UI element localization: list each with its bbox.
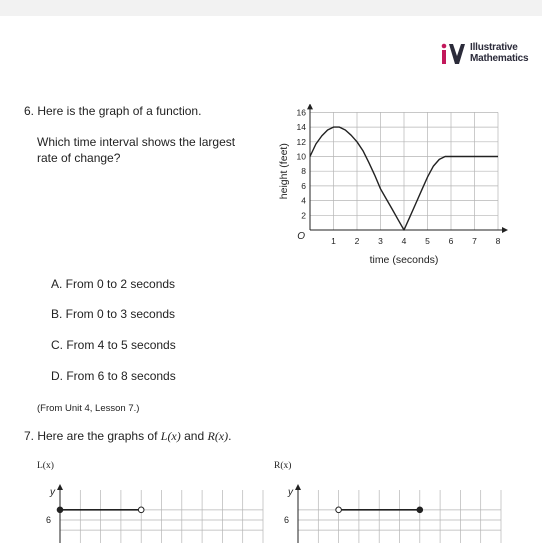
graph-r [278,482,508,543]
source-note: (From Unit 4, Lesson 7.) [37,403,140,414]
height-time-graph [270,104,515,269]
x-tick-label: 8 [495,236,501,246]
x-tick-label: 5 [425,236,430,246]
y-axis-label: y [288,487,293,498]
graph-r-label: R(x) [274,461,292,471]
function-l-name: L(x) [160,429,181,443]
y-tick-label: 2 [301,210,306,221]
y-axis-arrow [295,484,301,490]
y-tick-label: 6 [45,515,51,525]
function-r-name: R(x) [207,429,229,443]
question-6-heading: 6. Here is the graph of a function. [24,104,202,118]
graph-l-label: L(x) [37,461,54,471]
origin-label: O [297,231,305,242]
y-tick-label: 10 [296,151,306,162]
y-axis-arrow [57,484,63,490]
choice-c[interactable]: C. From 4 to 5 seconds [51,338,176,352]
y-axis-label: height (feet) [278,143,290,200]
y-tick-label: 8 [301,166,306,177]
x-tick-label: 2 [354,236,360,246]
logo-line-1: Illustrative [470,42,518,53]
choice-d[interactable]: D. From 6 to 8 seconds [51,369,176,383]
closed-endpoint [417,507,423,513]
x-tick-label: 4 [401,236,407,246]
im-logo-icon [440,42,466,66]
y-tick-label: 14 [296,122,306,133]
x-tick-label: 1 [331,236,336,246]
question-7-heading [24,428,231,444]
logo-text [470,43,528,64]
open-endpoint [138,507,144,513]
question-7-text: 7. Here are the graphs of [24,429,158,443]
x-axis-label: time (seconds) [369,254,439,266]
y-axis-label: y [50,487,55,498]
y-tick-label: 6 [283,515,289,525]
y-tick-label: 12 [296,136,306,147]
graph-l [40,482,270,543]
logo-line-2: Mathematics [470,52,529,64]
x-tick-label: 6 [448,236,454,246]
y-tick-label: 16 [296,107,306,118]
choice-a[interactable]: A. From 0 to 2 seconds [51,277,176,291]
y-tick-label: 4 [301,195,306,206]
question-6-prompt-line-1: Which time interval shows the largest [37,135,236,149]
top-bar [0,0,542,16]
open-endpoint [336,507,342,513]
question-7-period: . [228,429,232,443]
y-axis-arrow [307,104,313,109]
x-tick-label: 3 [378,236,383,246]
x-tick-label: 7 [472,236,477,246]
y-tick-label: 6 [301,180,306,191]
choice-b[interactable]: B. From 0 to 3 seconds [51,307,176,321]
closed-endpoint [57,507,63,513]
question-6-prompt-line-2: rate of change? [37,151,121,165]
question-7-and: and [184,429,205,443]
x-axis-arrow [502,227,508,233]
illustrative-mathematics-logo [440,42,540,66]
